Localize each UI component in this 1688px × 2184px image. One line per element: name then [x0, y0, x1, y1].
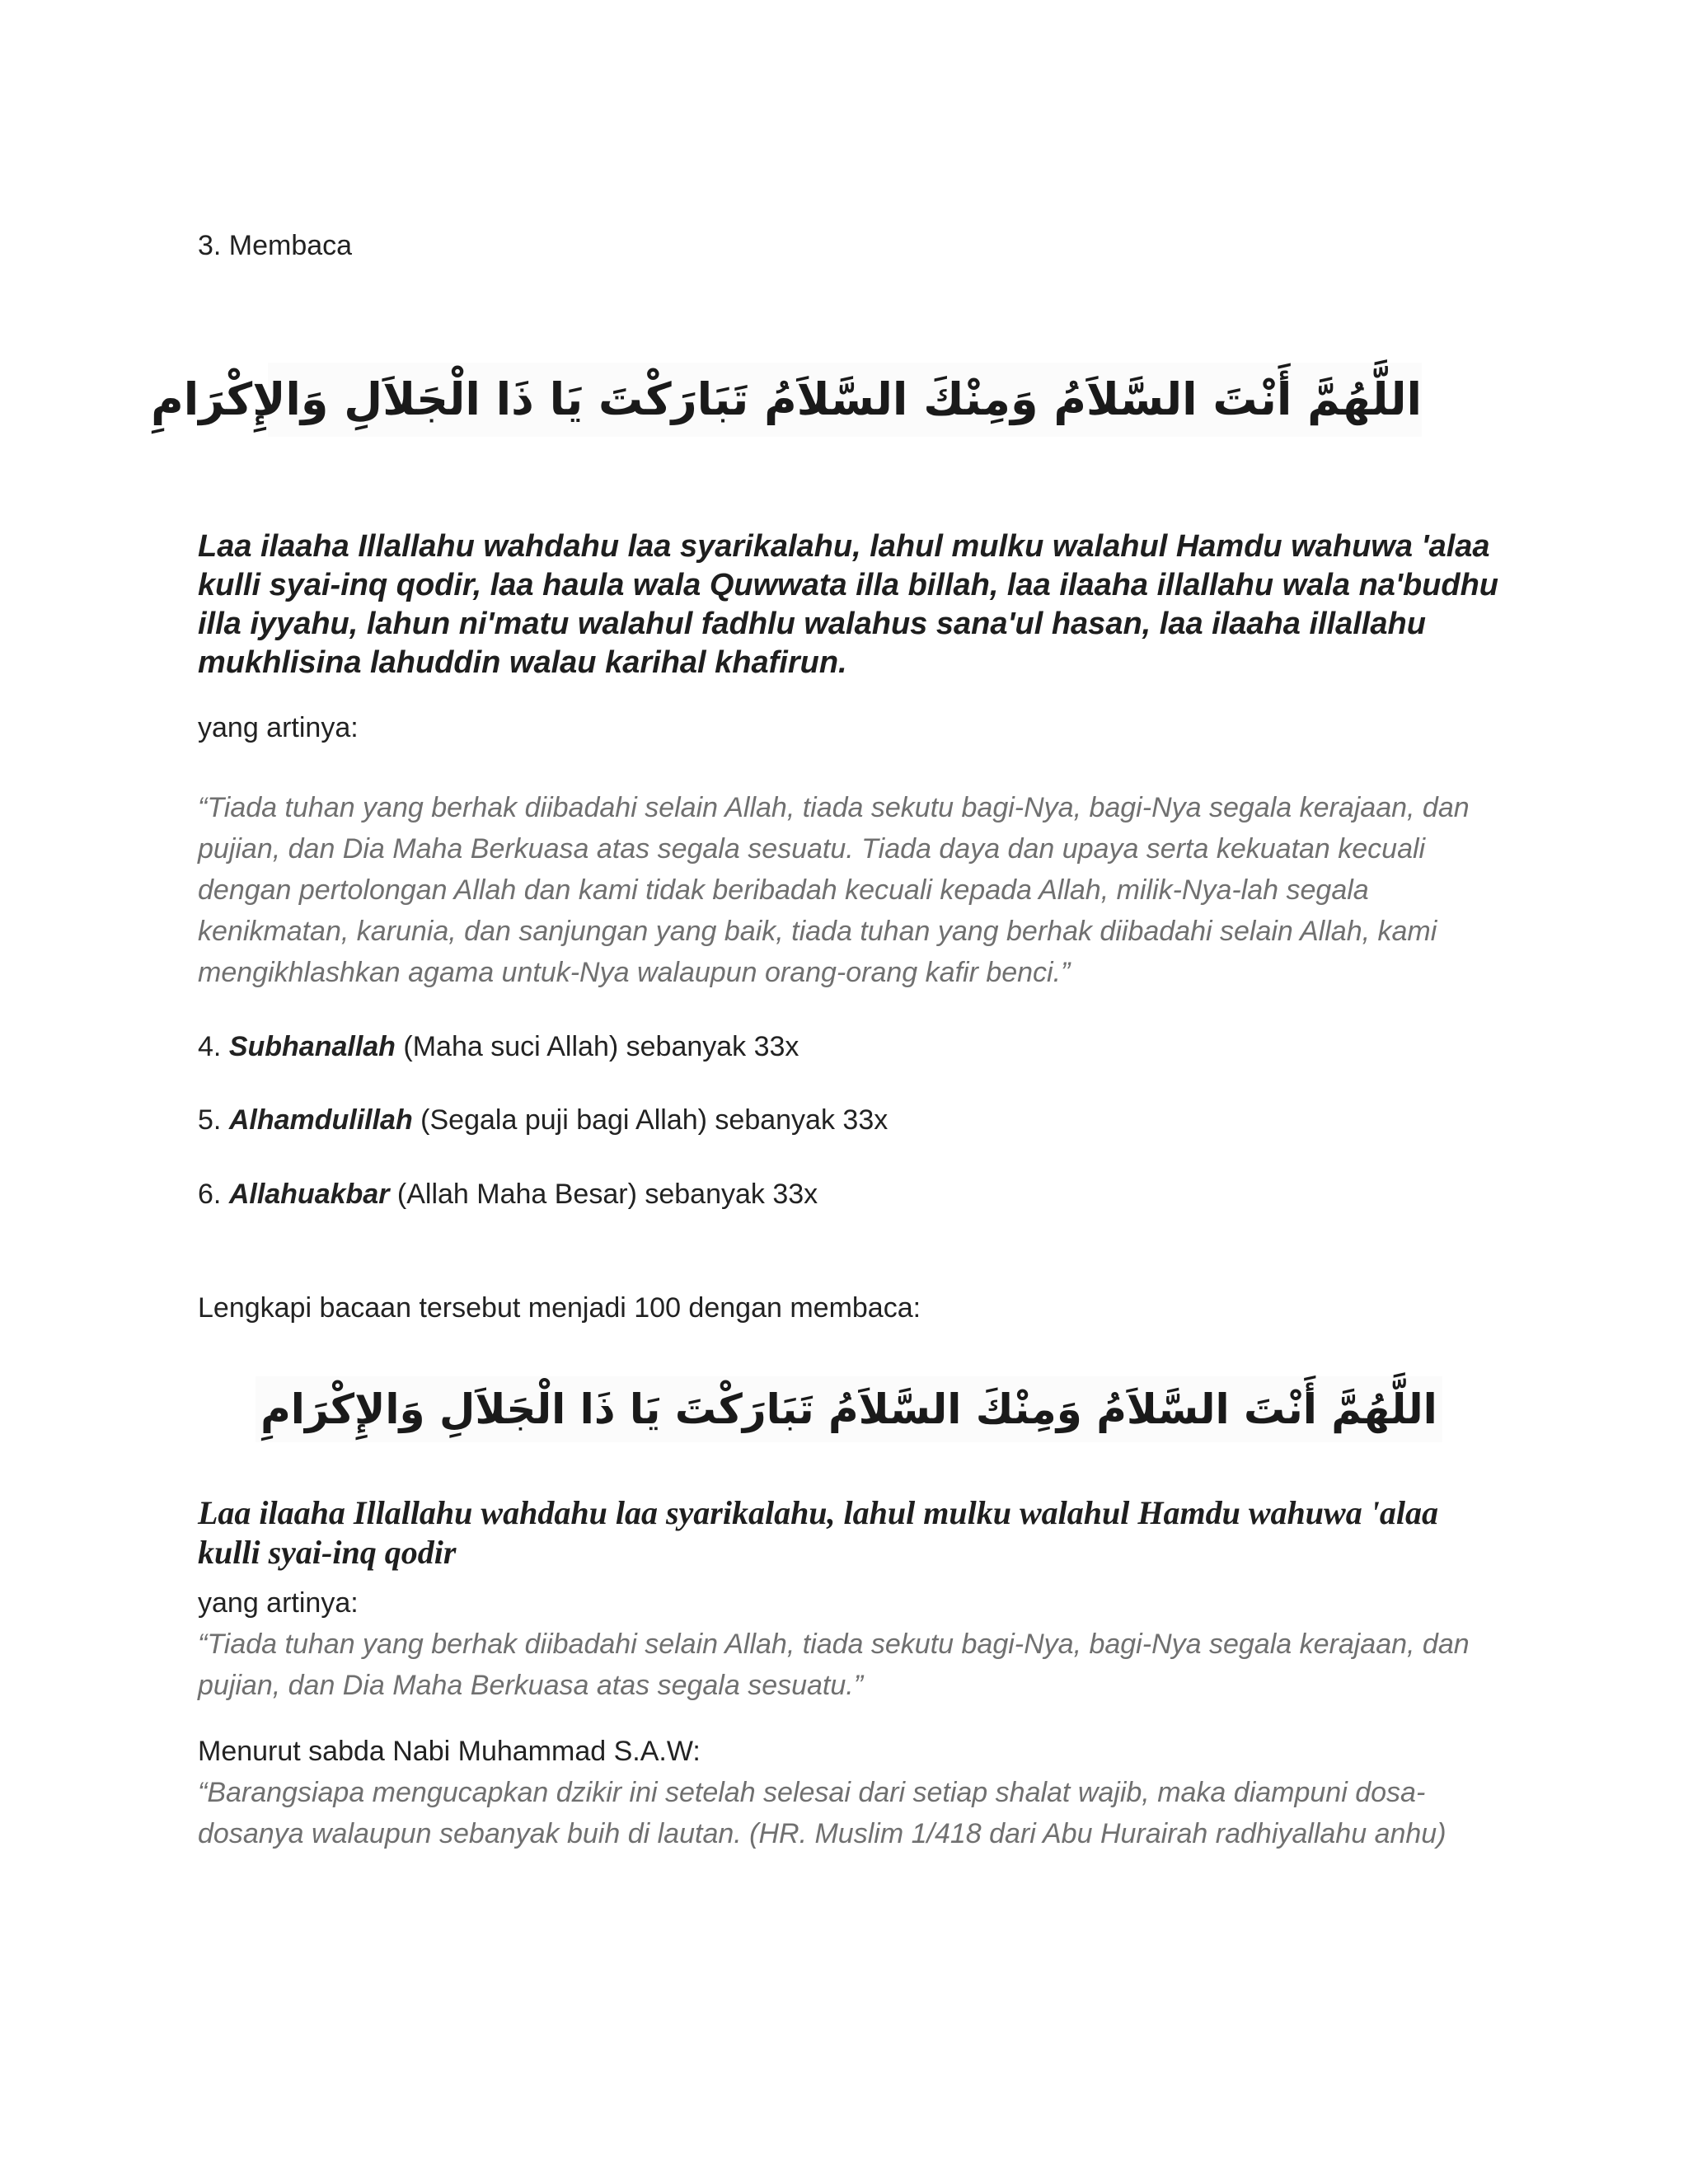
dzikir-word: Alhamdulillah	[228, 1104, 413, 1136]
tasbih-item-5	[198, 1099, 1484, 1141]
dzikir-meaning-quote-2: “Tiada tuhan yang berhak diibadahi selain Allah, tiada sekutu bagi-Nya, bagi-Nya segala kerajaan, dan pujian, dan Dia Maha Berkuasa atas segala sesuatu.”	[198, 1629, 1470, 1701]
dzikir-latin-text-short: Laa ilaaha Illallahu wahdahu laa syarikalahu, lahul mulku walahul Hamdu wahuwa 'alaa kulli syai-inq qodir	[198, 1494, 1438, 1571]
list-number: 4.	[198, 1031, 229, 1062]
list-number: 6.	[198, 1179, 229, 1210]
tasbih-item-4	[198, 1026, 1484, 1067]
arabic-dua-image-2: اللَّهُمَّ أَنْتَ السَّلاَمُ وَمِنْكَ السَّلاَمُ تَبَارَكْتَ يَا ذَا الْجَلاَلِ وَالإِكْرَامِ	[256, 1376, 1442, 1442]
meaning-label: yang artinya:	[198, 712, 359, 743]
arabic-dua-image-1: اللَّهُمَّ أَنْتَ السَّلاَمُ وَمِنْكَ السَّلاَمُ تَبَارَكْتَ يَا ذَا الْجَلاَلِ وَالإِكْرَامِ	[268, 363, 1422, 437]
meaning-label-2: yang artinya:	[198, 1587, 359, 1619]
dzikir-description: (Maha suci Allah) sebanyak 33x	[395, 1031, 799, 1062]
item-3-label: 3. Membaca	[198, 230, 353, 261]
list-number: 5.	[198, 1104, 229, 1136]
dzikir-description: (Segala puji bagi Allah) sebanyak 33x	[412, 1104, 889, 1136]
dzikir-word: Subhanallah	[228, 1031, 396, 1062]
dzikir-meaning-quote: “Tiada tuhan yang berhak diibadahi selain Allah, tiada sekutu bagi-Nya, bagi-Nya segala kerajaan, dan pujian, dan Dia Maha Berkuasa atas segala sesuatu. Tiada daya dan upaya serta kekuatan kecuali dengan pertolongan Allah dan kami tidak beribadah kecuali kepada Allah, milik-Nya-lah segala kenikmatan, karunia, dan sanjungan yang baik, tiada tuhan yang berhak diibadahi selain Allah, kami mengikhlashkan agama untuk-Nya walaupun orang-orang kafir benci.”	[198, 792, 1470, 988]
dzikir-word: Allahuakbar	[228, 1179, 390, 1210]
tasbih-item-6	[198, 1174, 1484, 1215]
hadith-intro: Menurut sabda Nabi Muhammad S.A.W:	[198, 1736, 701, 1767]
complete-to-100-note: Lengkapi bacaan tersebut menjadi 100 dengan membaca:	[198, 1292, 921, 1324]
dzikir-description: (Allah Maha Besar) sebanyak 33x	[389, 1179, 818, 1210]
dzikir-latin-text: Laa ilaaha Illallahu wahdahu laa syarikalahu, lahul mulku walahul Hamdu wahuwa 'alaa kulli syai-inq qodir, laa haula wala Quwwata illa billah, laa ilaaha illallahu wala na'budhu illa iyyahu, lahun ni'matu walahul fadhlu walahus sana'ul hasan, laa ilaaha illallahu mukhlisina lahuddin walau karihal khafirun.	[198, 529, 1499, 680]
hadith-quote: “Barangsiapa mengucapkan dzikir ini setelah selesai dari setiap shalat wajib, maka diampuni dosa-dosanya walaupun sebanyak buih di lautan. (HR. Muslim 1/418 dari Abu Hurairah radhiyallahu anhu)	[198, 1777, 1447, 1849]
